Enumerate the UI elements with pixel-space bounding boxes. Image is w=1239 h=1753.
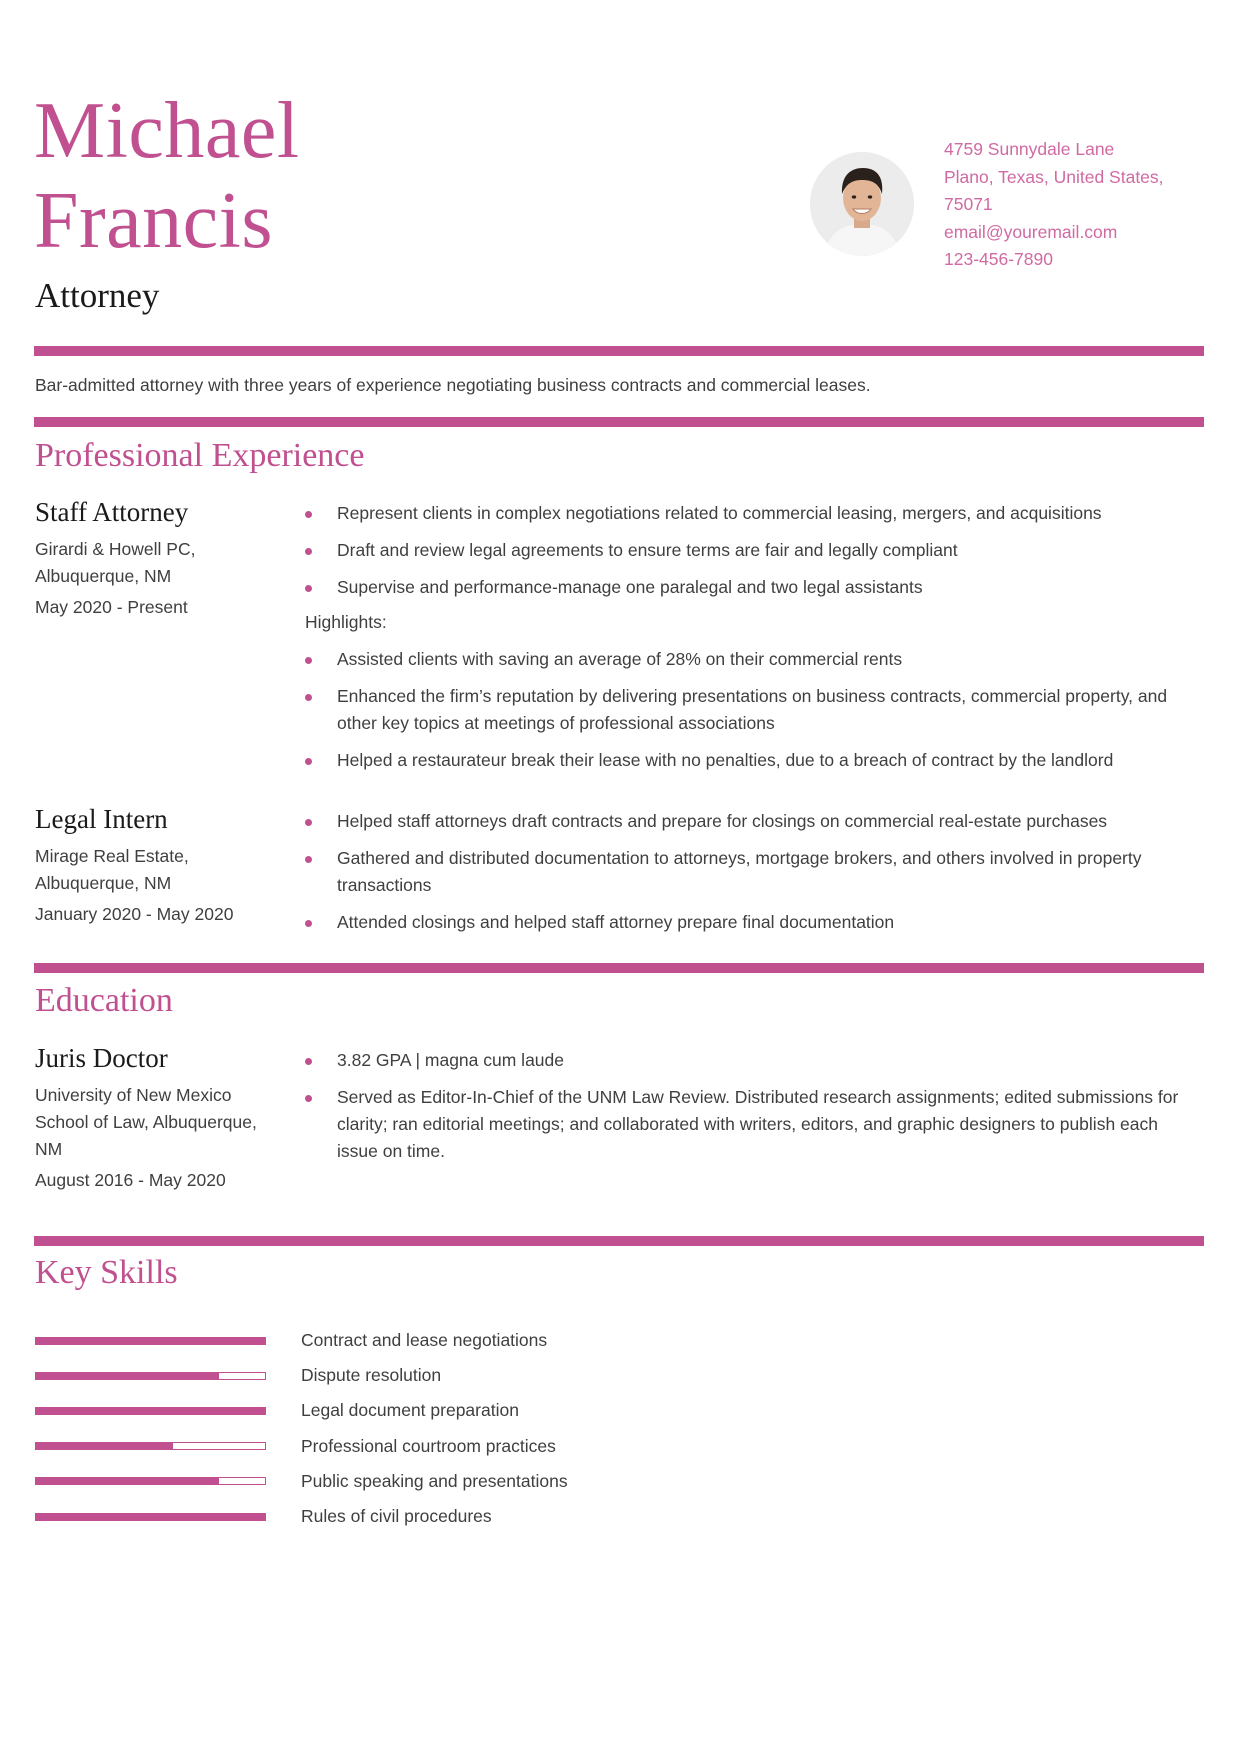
skill-level-fill bbox=[36, 1408, 265, 1414]
address-line-2: Plano, Texas, United States, bbox=[944, 166, 1164, 187]
skill-level-fill bbox=[36, 1478, 219, 1484]
job-1-highlights bbox=[305, 646, 1185, 774]
skill-row bbox=[35, 1323, 568, 1358]
skill-row bbox=[35, 1358, 568, 1393]
job-2-details bbox=[305, 808, 1185, 946]
list-item: Assisted clients with saving an average of 28% on their commercial rents bbox=[305, 646, 1185, 673]
job-2-org-line-2: Albuquerque, NM bbox=[35, 873, 172, 893]
job-1-org-line-1: Girardi & Howell PC, bbox=[35, 539, 196, 559]
skill-label: Public speaking and presentations bbox=[301, 1470, 568, 1491]
list-item: Gathered and distributed documentation to attorneys, mortgage brokers, and others involved in property transactions bbox=[305, 845, 1185, 899]
section-title-experience: Professional Experience bbox=[35, 437, 365, 474]
job-2-bullets bbox=[305, 808, 1185, 936]
profile-photo bbox=[810, 152, 914, 256]
job-1-meta bbox=[35, 497, 275, 621]
list-item: Represent clients in complex negotiations related to commercial leasing, mergers, and acquisitions bbox=[305, 500, 1185, 527]
job-1-details bbox=[305, 500, 1185, 784]
skills-list bbox=[35, 1323, 568, 1534]
education-dates: August 2016 - May 2020 bbox=[35, 1170, 226, 1190]
divider bbox=[34, 963, 1204, 973]
section-title-skills: Key Skills bbox=[35, 1254, 178, 1291]
job-2-dates: January 2020 - May 2020 bbox=[35, 904, 234, 924]
school-line-1: University of New Mexico bbox=[35, 1085, 232, 1105]
email-link[interactable]: email@youremail.com bbox=[944, 221, 1118, 242]
list-item: Draft and review legal agreements to ensure terms are fair and legally compliant bbox=[305, 537, 1185, 564]
list-item: Helped staff attorneys draft contracts and prepare for closings on commercial real-estate purchases bbox=[305, 808, 1185, 835]
skill-level-bar bbox=[35, 1407, 266, 1415]
skill-row bbox=[35, 1464, 568, 1499]
list-item: 3.82 GPA | magna cum laude bbox=[305, 1047, 1185, 1074]
postal-code: 75071 bbox=[944, 194, 993, 214]
address-line-1: 4759 Sunnydale Lane bbox=[944, 139, 1115, 159]
list-item: Served as Editor-In-Chief of the UNM Law Review. Distributed research assignments; edited submissions for clarity; ran editorial meetings; and collaborated with writers, editors, and graphic designers to publish each issue on time. bbox=[305, 1084, 1185, 1165]
first-name: Michael bbox=[34, 87, 300, 175]
job-2-org-line-1: Mirage Real Estate, bbox=[35, 846, 189, 866]
school-line-2: School of Law, Albuquerque, bbox=[35, 1112, 257, 1132]
skill-label: Dispute resolution bbox=[301, 1365, 442, 1386]
candidate-name bbox=[34, 86, 300, 266]
job-title: Attorney bbox=[35, 276, 160, 315]
job-1-role: Staff Attorney bbox=[35, 497, 189, 527]
skill-level-fill bbox=[36, 1443, 173, 1449]
skill-level-fill bbox=[36, 1338, 265, 1344]
skill-level-fill bbox=[36, 1373, 219, 1379]
list-item: Enhanced the firm’s reputation by delivering presentations on business contracts, commercial property, and other key topics at meetings of professional associations bbox=[305, 683, 1185, 737]
school-line-3: NM bbox=[35, 1139, 63, 1159]
skill-row bbox=[35, 1429, 568, 1464]
skill-row bbox=[35, 1499, 568, 1534]
job-1-dates: May 2020 - Present bbox=[35, 597, 188, 617]
last-name: Francis bbox=[34, 177, 274, 265]
list-item: Attended closings and helped staff attorney prepare final documentation bbox=[305, 909, 1185, 936]
skill-level-bar bbox=[35, 1513, 266, 1521]
skill-level-fill bbox=[36, 1514, 265, 1520]
education-details bbox=[305, 1047, 1185, 1175]
skill-level-bar bbox=[35, 1337, 266, 1345]
contact-block bbox=[944, 136, 1184, 274]
skill-label: Contract and lease negotiations bbox=[301, 1330, 548, 1351]
job-1-bullets bbox=[305, 500, 1185, 601]
job-2-role: Legal Intern bbox=[35, 804, 168, 834]
highlights-label: Highlights: bbox=[305, 612, 387, 632]
list-item: Helped a restaurateur break their lease with no penalties, due to a breach of contract by the landlord bbox=[305, 747, 1185, 774]
education-meta bbox=[35, 1043, 275, 1194]
avatar bbox=[810, 152, 914, 256]
phone-number: 123-456-7890 bbox=[944, 249, 1053, 269]
divider bbox=[34, 1236, 1204, 1246]
list-item: Supervise and performance-manage one paralegal and two legal assistants bbox=[305, 574, 1185, 601]
degree-title: Juris Doctor bbox=[35, 1043, 168, 1073]
summary-text: Bar-admitted attorney with three years of experience negotiating business contracts and commercial leases. bbox=[35, 375, 871, 395]
skill-label: Professional courtroom practices bbox=[301, 1435, 556, 1456]
skill-level-bar bbox=[35, 1477, 266, 1485]
divider bbox=[34, 417, 1204, 427]
job-2-meta bbox=[35, 804, 275, 928]
skill-row bbox=[35, 1393, 568, 1428]
section-title-education: Education bbox=[35, 982, 173, 1019]
skill-label: Rules of civil procedures bbox=[301, 1506, 492, 1527]
skill-level-bar bbox=[35, 1372, 266, 1380]
skill-label: Legal document preparation bbox=[301, 1400, 519, 1421]
job-1-org-line-2: Albuquerque, NM bbox=[35, 566, 172, 586]
skill-level-bar bbox=[35, 1442, 266, 1450]
divider bbox=[34, 346, 1204, 356]
education-bullets bbox=[305, 1047, 1185, 1165]
